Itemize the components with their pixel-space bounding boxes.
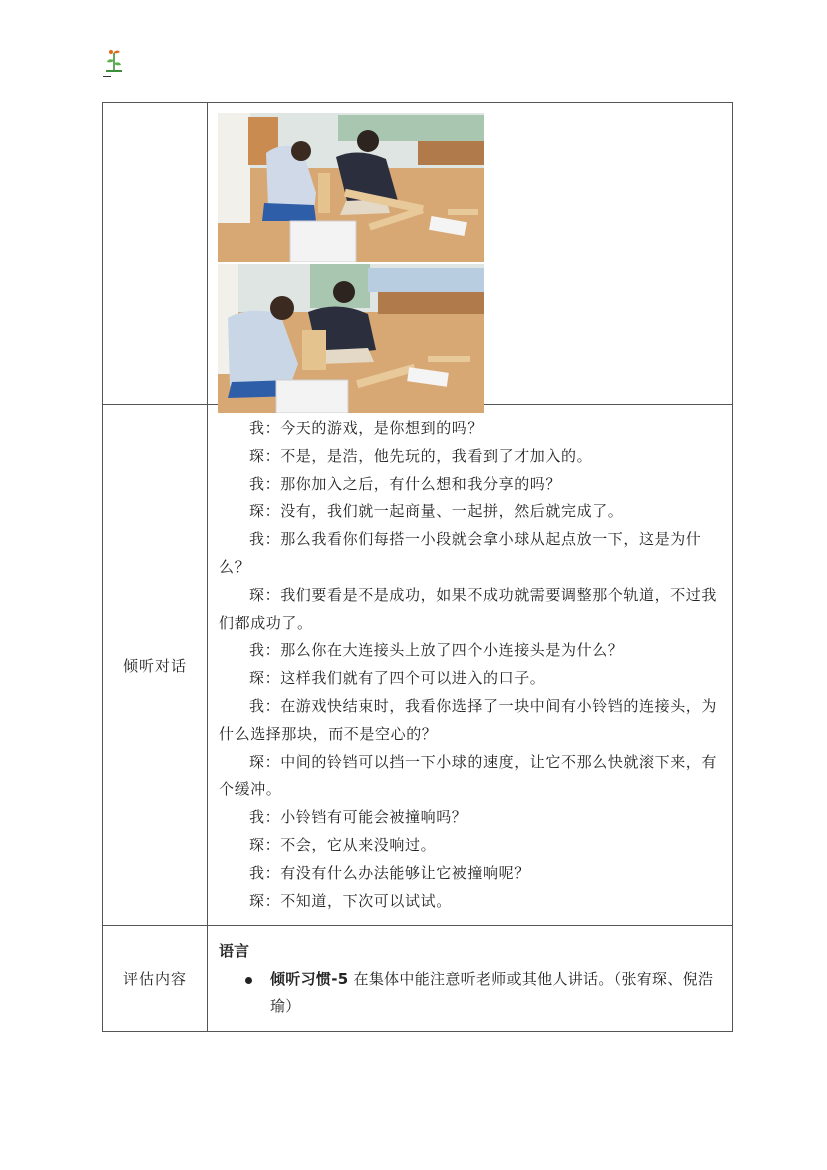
assessment-category: 语言 [219, 942, 250, 960]
dialogue-line-12: 琛：不会，它从来没响过。 [249, 835, 437, 854]
dialogue-line-10: 琛：中间的铃铛可以挡一下小球的速度，让它不那么快就滚下来，有个缓冲。 [219, 752, 718, 799]
dialogue-line-14: 琛：不知道，下次可以试试。 [249, 891, 452, 910]
logo-icon [103, 48, 125, 74]
dialogue-line-2: 琛：不是，是浩，他先玩的，我看到了才加入的。 [249, 446, 593, 465]
assessment-label: 评估内容 [103, 926, 208, 1032]
dialogue-line-4: 琛：没有，我们就一起商量、一起拼，然后就完成了。 [249, 502, 624, 521]
assessment-item [219, 966, 722, 1020]
dialogue-line-9: 我：在游戏快结束时，我看你选择了一块中间有小铃铛的连接头，为什么选择那块，而不是空心的？ [219, 696, 718, 743]
dialogue-cell [208, 405, 733, 926]
dialogue-line-6: 琛：我们要看是不是成功，如果不成功就需要调整那个轨道，不过我们都成功了。 [219, 585, 718, 632]
bullet-icon [245, 977, 252, 984]
photo-row-label [103, 103, 208, 405]
assessment-item-title: 倾听习惯-5 [270, 970, 349, 988]
dialogue-line-1: 我：今天的游戏，是你想到的吗？ [249, 419, 484, 437]
dialogue-line-8: 琛：这样我们就有了四个可以进入的口子。 [249, 669, 546, 688]
photo-cell [208, 103, 733, 405]
dialogue-line-7: 我：那么你在大连接头上放了四个小连接头是为什么？ [249, 641, 624, 660]
dialogue-line-3: 我：那你加入之后，有什么想和我分享的吗？ [249, 474, 562, 493]
photo-row [103, 103, 733, 405]
record-table [102, 102, 733, 1032]
assessment-cell [208, 926, 733, 1032]
assessment-row [103, 926, 733, 1032]
photo-2 [218, 264, 484, 413]
header-line [103, 76, 111, 77]
dialogue-label: 倾听对话 [103, 405, 208, 926]
dialogue-line-5: 我：那么我看你们每搭一小段就会拿小球从起点放一下，这是为什么？ [219, 530, 702, 576]
photo-1 [218, 113, 484, 262]
dialogue-row [103, 405, 733, 926]
dialogue-line-13: 我：有没有什么办法能够让它被撞响呢？ [249, 863, 530, 882]
assessment-item-text: 在集体中能注意听老师或其他人讲话。（张宥琛、倪浩瑜） [270, 970, 714, 1015]
dialogue-line-11: 我：小铃铛有可能会被撞响吗？ [249, 808, 468, 827]
